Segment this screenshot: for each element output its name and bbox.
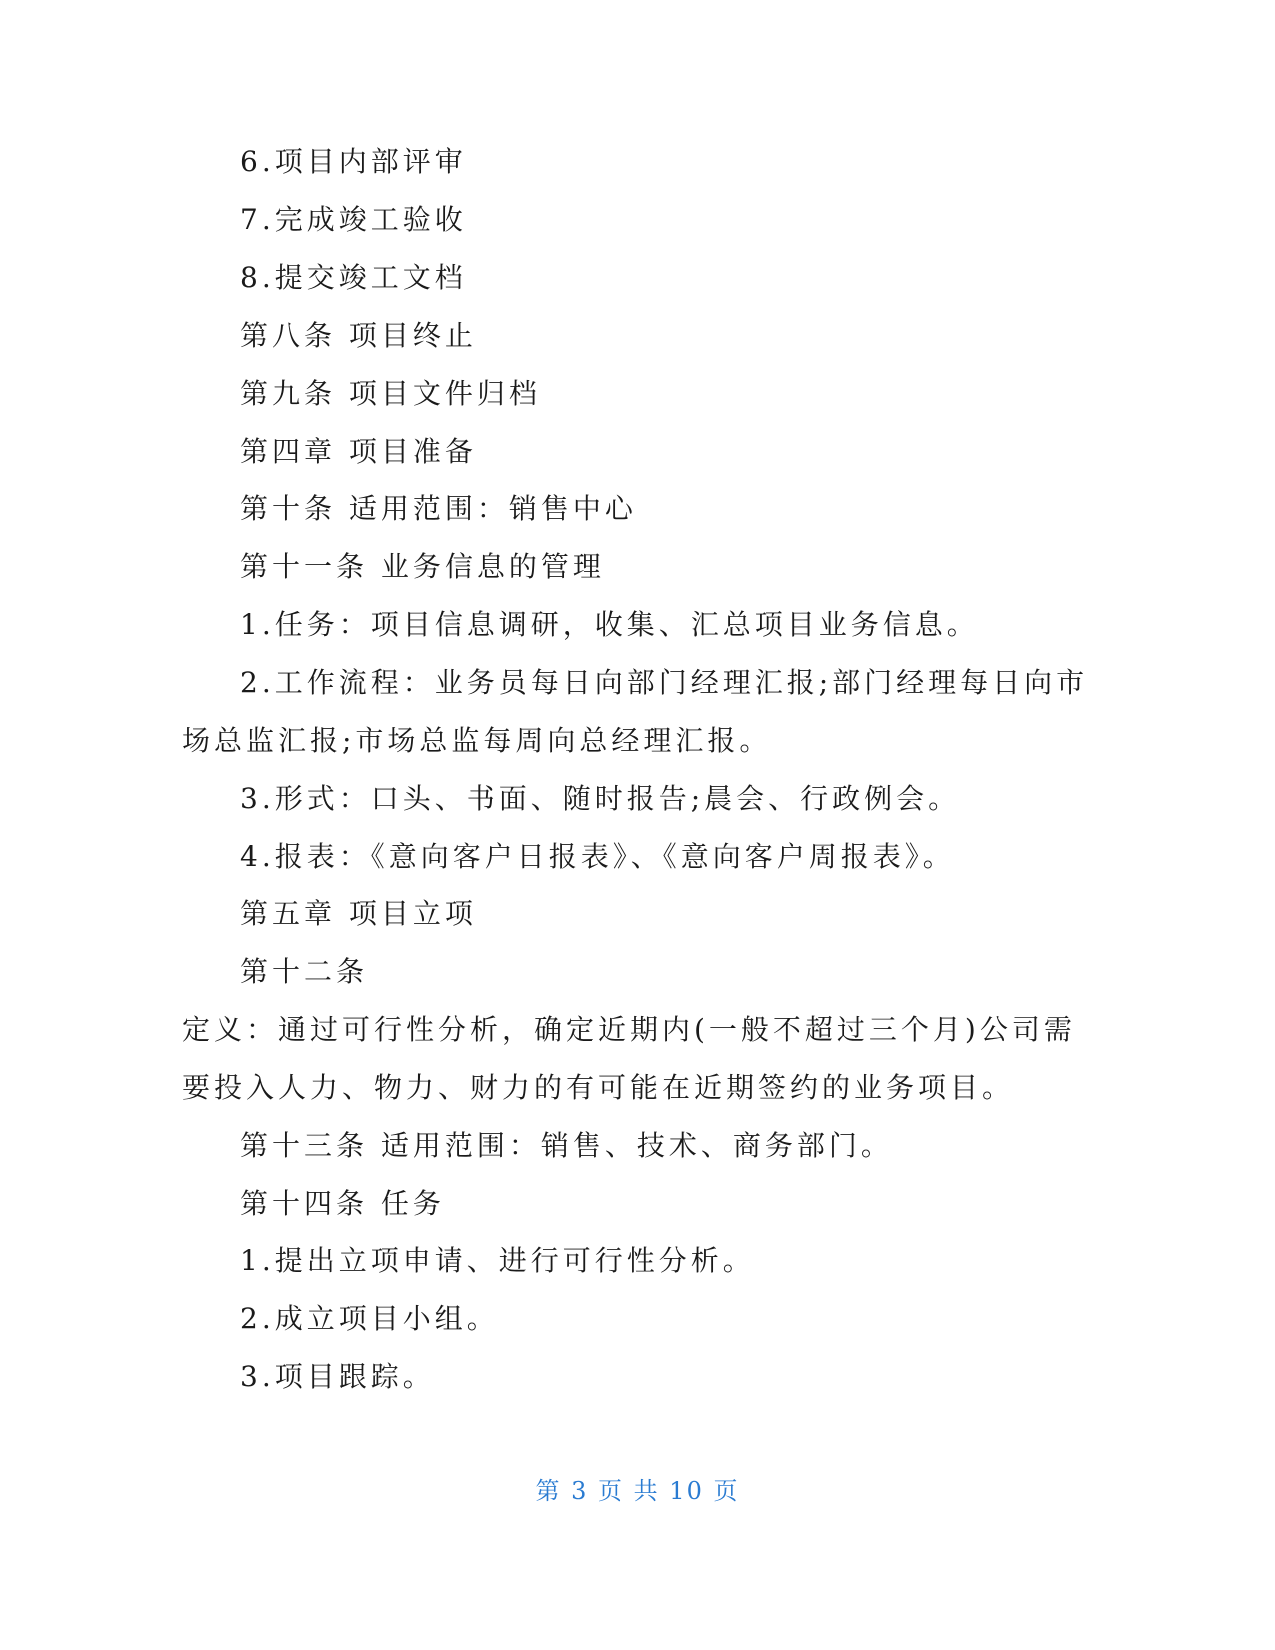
- article-heading: 第十条 适用范围：销售中心: [240, 492, 637, 525]
- article-heading: 第十四条 任务: [240, 1187, 445, 1220]
- text-line: 1.任务：项目信息调研，收集、汇总项目业务信息。: [240, 608, 979, 641]
- page-footer: 第 3 页 共 10 页: [535, 1477, 740, 1505]
- article-heading: 第九条 项目文件归档: [240, 377, 541, 410]
- text-line: 4.报表：《意向客户日报表》、《意向客户周报表》。: [240, 840, 955, 873]
- article-heading: 第十二条: [240, 955, 369, 988]
- text-line: 2.成立项目小组。: [240, 1302, 499, 1335]
- text-line: 8.提交竣工文档: [240, 261, 467, 294]
- text-line: 场总监汇报;市场总监每周向总经理汇报。: [182, 724, 772, 757]
- chapter-heading: 第五章 项目立项: [240, 897, 477, 930]
- text-line: 6.项目内部评审: [240, 145, 467, 178]
- text-line: 2.工作流程：业务员每日向部门经理汇报;部门经理每日向市: [240, 666, 1089, 699]
- article-heading: 第八条 项目终止: [240, 319, 477, 352]
- text-line: 1.提出立项申请、进行可行性分析。: [240, 1244, 755, 1277]
- chapter-heading: 第四章 项目准备: [240, 435, 477, 468]
- text-line: 定义：通过可行性分析，确定近期内(一般不超过三个月)公司需: [182, 1013, 1076, 1046]
- article-heading: 第十三条 适用范围：销售、技术、商务部门。: [240, 1129, 893, 1162]
- text-line: 3.项目跟踪。: [240, 1360, 435, 1393]
- text-line: 要投入人力、物力、财力的有可能在近期签约的业务项目。: [182, 1071, 1015, 1104]
- text-line: 3.形式：口头、书面、随时报告;晨会、行政例会。: [240, 782, 961, 815]
- text-line: 7.完成竣工验收: [240, 203, 467, 236]
- article-heading: 第十一条 业务信息的管理: [240, 550, 605, 583]
